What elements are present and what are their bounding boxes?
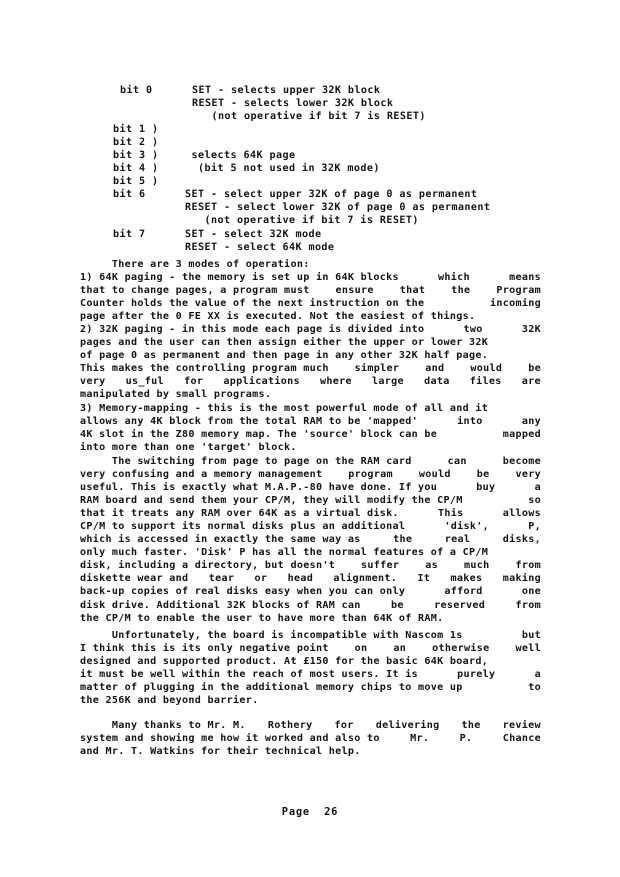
text-segment: be xyxy=(528,363,541,375)
bit-description: RESET - select 64K mode xyxy=(185,241,335,253)
page-switching-paragraph xyxy=(80,455,541,625)
text-line: 3) Memory-mapping - this is the most powerful mode of all and it xyxy=(80,402,489,414)
text-segment: can xyxy=(447,456,467,467)
text-line xyxy=(80,481,541,494)
text-segment: diskette wear and xyxy=(80,573,189,585)
text-segment: an xyxy=(393,643,407,655)
text-segment: making xyxy=(502,573,541,585)
text-segment: the xyxy=(451,285,471,297)
text-line xyxy=(80,629,541,642)
text-line: into more than one 'target' block. xyxy=(80,441,297,453)
text-segment: purely xyxy=(457,669,496,681)
text-segment: us_ful xyxy=(125,376,164,388)
bit-definition-line xyxy=(80,123,550,136)
text-segment: a xyxy=(534,482,541,494)
text-segment: mapped xyxy=(502,428,541,440)
text-segment: The switching from page to page on the RAM card xyxy=(80,456,412,467)
text-segment: allows xyxy=(502,508,541,520)
text-line xyxy=(80,732,541,745)
text-segment: This makes the controlling program much xyxy=(80,363,329,375)
text-segment: become xyxy=(502,456,541,467)
text-segment: be xyxy=(476,469,490,481)
bit-definition-line xyxy=(80,136,550,149)
text-segment: applications xyxy=(223,376,300,388)
bit-definition-line xyxy=(80,84,550,97)
bit-description: (bit 5 not used in 32K mode) xyxy=(185,163,380,175)
text-line xyxy=(80,323,541,336)
text-segment: simpler xyxy=(354,363,400,375)
text-segment: very xyxy=(515,469,541,481)
text-segment: I think this is its only negative point xyxy=(80,643,329,655)
text-segment: Chance xyxy=(502,733,541,745)
bit-description: RESET - select lower 32K of page 0 as permanent xyxy=(185,202,491,214)
text-line xyxy=(80,284,541,297)
bit-label: bit 6 xyxy=(113,189,146,201)
text-segment: very xyxy=(80,376,106,388)
text-segment: incoming xyxy=(489,298,541,310)
text-segment: real xyxy=(444,534,471,546)
text-line xyxy=(80,455,541,468)
text-line: only much faster. 'Disk' P has all the normal features of a CP/M xyxy=(80,547,489,559)
text-segment: matter of plugging in the additional memory chips to move up xyxy=(80,682,463,694)
text-segment: Counter holds the value of the next instruction on the xyxy=(80,298,425,310)
text-segment: afford xyxy=(444,586,483,598)
bit-label: bit 3 ) xyxy=(113,150,159,162)
text-segment: on xyxy=(354,643,368,655)
bit-label: bit 0 xyxy=(120,85,153,96)
text-segment: tear xyxy=(208,573,235,585)
text-segment: back-up copies of real disks easy when you can only xyxy=(80,586,406,598)
text-line: designed and supported product. At £150 for the basic 64K board, xyxy=(80,656,489,668)
text-segment: P. xyxy=(459,733,473,745)
text-segment: 2) 32K paging - in this mode each page is divided into xyxy=(80,324,425,336)
text-segment: ensure xyxy=(335,285,374,297)
text-segment: 4K slot in the Z80 memory map. The 'source' block can be xyxy=(80,428,438,440)
text-segment: Many thanks to Mr. M. xyxy=(80,720,246,731)
text-segment: Program xyxy=(496,285,541,297)
text-segment: program xyxy=(348,469,393,481)
bit-definition-line xyxy=(80,228,550,241)
text-segment: which is accessed in exactly the same way as xyxy=(80,534,361,546)
text-segment: head xyxy=(287,573,314,585)
text-segment: RAM board and send them your CP/M, they will modify the CP/M xyxy=(80,495,463,507)
text-line xyxy=(80,468,541,481)
text-segment: useful. This is exactly what M.A.P.-80 have done. If you xyxy=(80,482,438,494)
text-segment: that to change pages, a program must xyxy=(80,285,310,297)
text-segment: otherwise xyxy=(432,643,490,655)
bit-definition-line xyxy=(80,241,550,254)
text-segment: one xyxy=(521,586,541,598)
text-segment: which xyxy=(438,272,470,284)
text-line xyxy=(80,415,541,428)
text-segment: system and showing me how it worked and also to xyxy=(80,733,380,745)
bit-description: (not operative if bit 7 is RESET) xyxy=(185,215,419,227)
text-segment: the xyxy=(461,720,481,731)
text-segment: and xyxy=(425,363,445,375)
text-segment: would xyxy=(470,363,503,375)
text-segment: for xyxy=(184,376,204,388)
text-line xyxy=(80,520,541,533)
text-segment: allows any 4K block from the total RAM to be 'mapped' xyxy=(80,415,418,427)
text-line: manipulated by small programs. xyxy=(80,389,272,401)
bit-definition-list xyxy=(80,84,550,254)
bit-definition-line xyxy=(80,201,550,214)
text-segment: means xyxy=(509,272,541,284)
text-line xyxy=(80,494,541,507)
text-segment: Mr. xyxy=(410,733,430,745)
text-segment: This xyxy=(438,508,464,520)
text-segment: are xyxy=(521,376,541,388)
text-segment: for xyxy=(334,720,354,731)
text-segment: it must be well within the reach of most users. It is xyxy=(80,669,418,681)
text-line xyxy=(80,533,541,546)
compatibility-verdict-paragraph xyxy=(80,629,541,707)
text-line: There are 3 modes of operation: xyxy=(80,259,310,270)
bit-definition-line xyxy=(80,97,550,110)
bit-description: selects 64K page xyxy=(185,150,296,162)
text-segment: suffer xyxy=(361,560,400,572)
text-segment: two xyxy=(463,324,483,336)
text-segment: reserved xyxy=(434,599,486,611)
text-segment: Unfortunately, the board is incompatible with Nascom 1s xyxy=(80,630,463,641)
text-segment: so xyxy=(528,495,541,507)
text-line xyxy=(80,642,541,655)
text-segment: files xyxy=(469,376,502,388)
text-segment: Rothery xyxy=(267,720,313,731)
text-segment: that it treats any RAM over 64K as a virtual disk. xyxy=(80,508,399,520)
text-line: and Mr. T. Watkins for their technical help. xyxy=(80,746,361,758)
text-line xyxy=(80,719,541,732)
text-segment: from xyxy=(515,560,541,572)
text-segment: a xyxy=(534,669,541,681)
text-segment: as xyxy=(425,560,439,572)
text-segment: disk drive. Additional 32K blocks of RAM can xyxy=(80,599,361,611)
text-line xyxy=(80,559,541,572)
bit-label: bit 2 ) xyxy=(113,137,159,149)
text-segment: very confusing and a memory management xyxy=(80,469,323,481)
text-line xyxy=(80,585,541,598)
text-segment: alignment. xyxy=(333,573,398,585)
bit-definition-line xyxy=(80,175,550,188)
bit-description: SET - selects upper 32K block xyxy=(192,85,381,96)
bit-definition-line xyxy=(80,214,550,227)
bit-description: SET - select 32K mode xyxy=(185,228,322,240)
bit-description: SET - select upper 32K of page 0 as permanent xyxy=(185,189,478,201)
text-line: of page 0 as permanent and then page in any other 32K half page. xyxy=(80,350,489,362)
acknowledgements-paragraph xyxy=(80,719,541,758)
text-segment: well xyxy=(515,643,541,655)
text-segment: where xyxy=(320,376,352,388)
text-segment: delivering xyxy=(375,720,440,731)
bit-definition-line xyxy=(80,162,550,175)
bit-definition-line xyxy=(80,110,550,123)
bit-label: bit 7 xyxy=(113,228,146,240)
text-line xyxy=(80,572,541,585)
text-segment: any xyxy=(521,415,541,427)
text-segment: disks, xyxy=(502,534,541,546)
text-segment: 32K xyxy=(521,324,541,336)
text-line: the 256K and beyond barrier. xyxy=(80,695,259,707)
text-line xyxy=(80,297,541,310)
text-segment: would xyxy=(418,469,451,481)
text-segment: be xyxy=(390,599,404,611)
bit-label: bit 1 ) xyxy=(113,124,159,136)
text-segment: review xyxy=(502,720,541,731)
text-line xyxy=(80,668,541,681)
text-segment: data xyxy=(424,376,450,388)
text-line: the CP/M to enable the user to have more than 64K of RAM. xyxy=(80,612,444,624)
bit-description: (not operative if bit 7 is RESET) xyxy=(192,111,426,123)
text-segment: much xyxy=(463,560,490,572)
text-line xyxy=(80,681,541,694)
text-line xyxy=(80,271,541,284)
bit-definition-line xyxy=(80,149,550,162)
text-segment: buy xyxy=(476,482,496,494)
text-segment: CP/M to support its normal disks plus an additional xyxy=(80,521,406,533)
bit-description: RESET - selects lower 32K block xyxy=(192,98,394,110)
text-segment: makes xyxy=(450,573,483,585)
bit-label: bit 4 ) xyxy=(113,163,159,175)
text-segment: It xyxy=(417,573,431,585)
page-number-footer: Page 26 xyxy=(281,806,339,818)
text-segment: large xyxy=(372,376,404,388)
text-segment: but xyxy=(521,630,541,641)
text-segment: P, xyxy=(528,521,541,533)
text-line xyxy=(80,375,541,388)
bit-label: bit 5 ) xyxy=(113,176,159,188)
text-line xyxy=(80,507,541,520)
text-line: page after the 0 FE XX is executed. Not the easiest of things. xyxy=(80,311,476,323)
text-line xyxy=(80,599,541,612)
text-line xyxy=(80,362,541,375)
text-segment: the xyxy=(393,534,413,546)
text-segment: disk, including a directory, but doesn't xyxy=(80,560,336,572)
text-segment: or xyxy=(254,573,268,585)
text-segment: from xyxy=(515,599,541,611)
text-segment: 'disk', xyxy=(444,521,490,533)
text-line: pages and the user can then assign either the upper or lower 32K xyxy=(80,337,489,349)
modes-of-operation-paragraph xyxy=(80,258,541,454)
text-segment: to xyxy=(528,682,541,694)
text-segment: 1) 64K paging - the memory is set up in 64K blocks xyxy=(80,272,399,284)
text-segment: into xyxy=(457,415,483,427)
text-line xyxy=(80,428,541,441)
bit-definition-line xyxy=(80,188,550,201)
text-segment: that xyxy=(399,285,426,297)
